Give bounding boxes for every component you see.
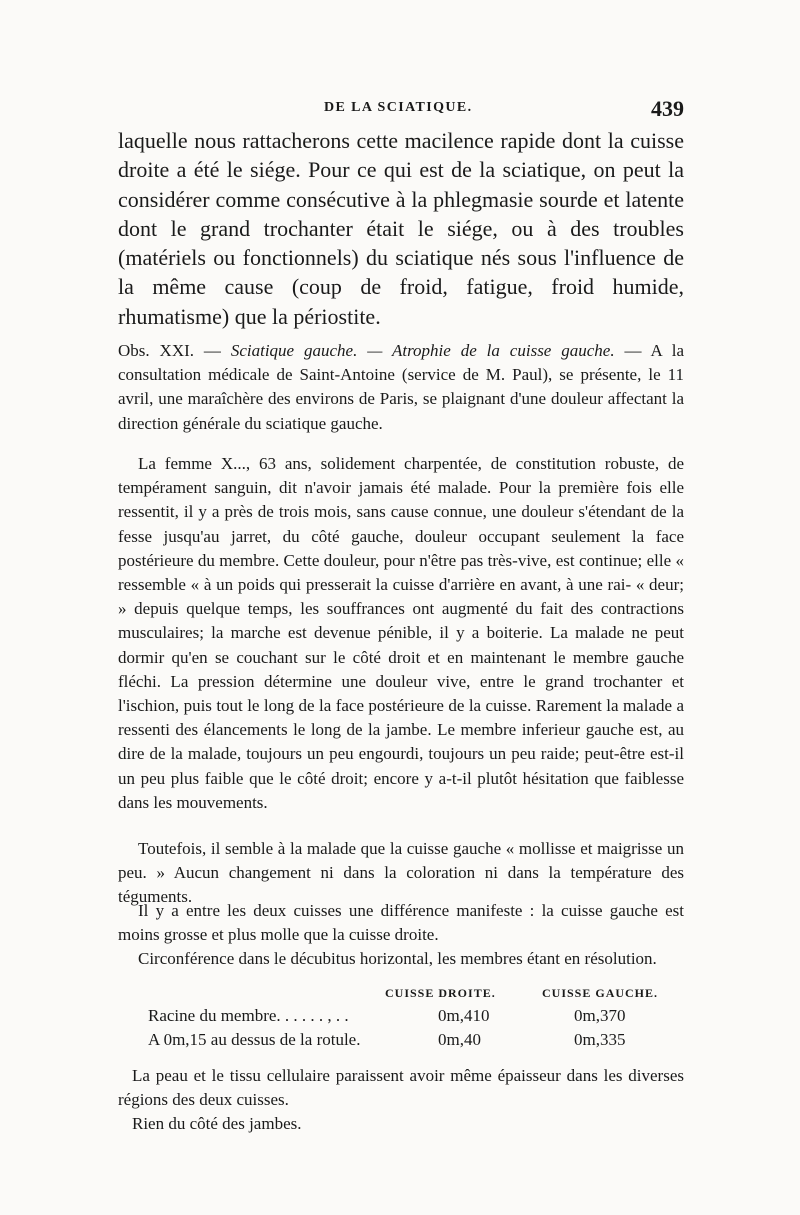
page-number: 439 xyxy=(651,96,684,121)
paragraph-5: Il y a entre les deux cuisses une différence manifeste : la cuisse gauche est moins grosse et plus molle que la cuisse droite. xyxy=(118,901,684,945)
paragraph-7: La peau et le tissu cellulaire paraissent avoir même épaisseur dans les diverses régions des deux cuisses. xyxy=(118,1066,684,1110)
table-row xyxy=(118,1030,684,1054)
paragraph-1: laquelle nous rattacherons cette macilence rapide dont la cuisse droite a été le siége. Pour ce qui est de la sciatique, on peut la considérer comme consécutive à la phlegmasie sourde et latente dont le grand trochanter était le siége, ou à des troubles (matériels ou fonctionnels) du sciatique nés sous l'influence de la même cause (coup de froid, fatigue, froid humide, rhumatisme) que la périostite. xyxy=(118,128,684,329)
cell-right-thigh: 0m,410 xyxy=(438,1006,490,1025)
cell-right-thigh: 0m,40 xyxy=(438,1030,481,1049)
cell-left-thigh: 0m,370 xyxy=(574,1006,626,1025)
column-header-left-thigh: CUISSE GAUCHE. xyxy=(542,986,659,1000)
paragraph-6: Circonférence dans le décubitus horizontal, les membres étant en résolution. xyxy=(138,949,657,968)
cell-left-thigh: 0m,335 xyxy=(574,1030,626,1049)
row-label: Racine du membre. . . . . . , . . xyxy=(148,1006,349,1025)
observation-title: Sciatique gauche. — Atrophie de la cuisse gauche. xyxy=(230,341,615,360)
column-header-right-thigh: CUISSE DROITE. xyxy=(385,986,496,1000)
page-header xyxy=(118,96,684,122)
observation-text: — A la consultation médicale de Saint-Antoine (service de M. Paul), se présente, le 11 avril, une maraîchère des environs de Paris, se plaignant d'une douleur affectant la direction générale du sciatique gauche. xyxy=(118,341,684,433)
paragraph-8: Rien du côté des jambes. xyxy=(132,1114,302,1133)
paragraph-4: Toutefois, il semble à la malade que la cuisse gauche « mollisse et maigrisse un peu. » Aucun changement ni dans la coloration ni dans la température des téguments. xyxy=(118,839,684,907)
table-row xyxy=(118,1006,684,1030)
running-title: DE LA SCIATIQUE. xyxy=(324,100,473,115)
paragraph-case-history: La femme X..., 63 ans, solidement charpentée, de constitution robuste, de tempérament sanguin, dit n'avoir jamais été malade. Pour la première fois elle ressentit, il y a près de trois mois, sans cause connue, une douleur s'étendant de la fesse jusqu'au jarret, du côté gauche, douleur occupant seulement la face postérieure du membre. Cette douleur, pour n'être pas très-vive, est continue; elle « ressemble « à un poids qui presserait la cuisse d'arrière en avant, à une rai- « deur; » depuis quelque temps, les souffrances ont augmenté du fait des contractions musculaires; la marche est devenue pénible, il y a boiterie. La malade ne peut dormir qu'en se couchant sur le côté droit et en maintenant le membre gauche fléchi. La pression détermine une douleur vive, entre le grand trochanter et l'ischion, puis tout le long de la face postérieure de la cuisse. Rarement la malade a ressenti des élancements le long de la jambe. Le membre inferieur gauche est, au dire de la malade, toujours un peu engourdi, toujours un peu raide; peut-être est-il un peu plus faible que le côté droit; encore y a-t-il plutôt hésitation que faiblesse dans les mouvements. xyxy=(118,454,684,812)
observation-label: Obs. XXI. — xyxy=(118,341,221,360)
observation-paragraph xyxy=(118,339,684,436)
row-label: A 0m,15 au dessus de la rotule. xyxy=(148,1030,361,1049)
